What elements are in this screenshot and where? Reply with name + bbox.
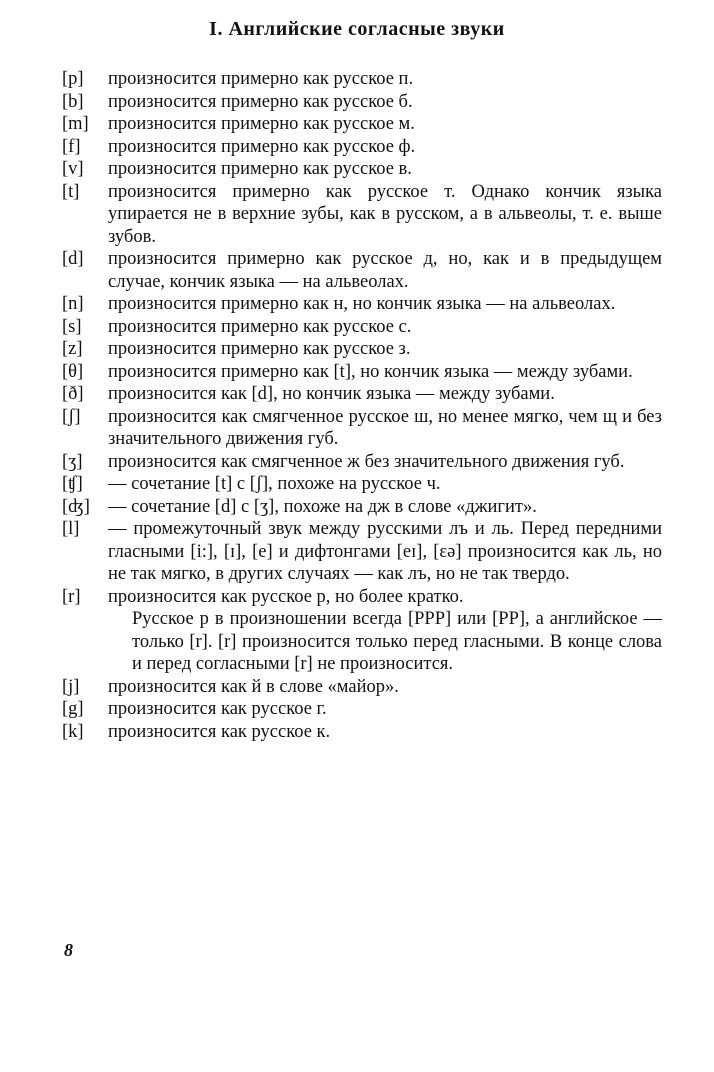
entry-symbol: [j] xyxy=(62,676,80,697)
entry-symbol: [s] xyxy=(62,316,82,337)
entry-text: произносится примерно как русское д, но, как и в предыдущем случае, кончик языка — на альвеолах. xyxy=(108,249,662,292)
entry-text: произносится примерно как русское з. xyxy=(108,339,411,359)
page-title: I. Английские согласные звуки xyxy=(209,18,505,40)
entry-b xyxy=(62,91,662,114)
entry-symbol: [n] xyxy=(62,294,84,314)
entry-text: произносится примерно как русское в. xyxy=(108,159,412,179)
entry-symbol: [ʧ] xyxy=(62,474,83,494)
entry-text: произносится как [d], но кончик языка — между зубами. xyxy=(108,384,555,404)
entry-m xyxy=(62,113,662,136)
entry-text: произносится примерно как н, но кончик языка — на альвеолах. xyxy=(108,294,616,314)
entry-text: произносится как смягченное русское ш, но менее мягко, чем щ и без значительного движения губ. xyxy=(108,406,662,449)
entry-text: произносится как русское г. xyxy=(108,699,327,719)
entry-symbol: [t] xyxy=(62,181,80,202)
entry-text: — сочетание [d] с [ʒ], похоже на дж в слове «джигит». xyxy=(108,496,537,517)
entry-r xyxy=(62,586,662,609)
entry-text: произносится примерно как русское п. xyxy=(108,69,414,89)
entry-s xyxy=(62,316,662,339)
entry-eth xyxy=(62,383,662,406)
entry-symbol: [d] xyxy=(62,249,84,269)
entry-symbol: [f] xyxy=(62,136,81,157)
entry-symbol: [m] xyxy=(62,114,89,134)
entry-symbol: [z] xyxy=(62,339,83,359)
entry-text: произносится примерно как [t], но кончик языка — между зубами. xyxy=(108,361,633,382)
page-number: 8 xyxy=(64,940,73,960)
entry-symbol: [p] xyxy=(62,69,84,89)
entry-symbol: [g] xyxy=(62,699,84,719)
entry-text: произносится как й в слове «майор». xyxy=(108,676,399,697)
entry-symbol: [l] xyxy=(62,519,80,539)
r-note: Русское р в произношении всегда [PPP] или [PP], а английское — только [r]. [r] произносится только перед гласными. В конце слова и перед согласными [r] не произносится. xyxy=(132,609,662,674)
entry-symbol: [ʤ] xyxy=(62,496,90,517)
entry-symbol: [k] xyxy=(62,721,84,742)
entry-f xyxy=(62,136,662,159)
entry-text: произносится как русское к. xyxy=(108,721,331,742)
entry-j xyxy=(62,676,662,699)
consonant-list xyxy=(62,68,662,743)
entry-symbol: [ʃ] xyxy=(62,406,81,427)
entry-ezh xyxy=(62,451,662,474)
entry-tesh xyxy=(62,473,662,496)
entry-v xyxy=(62,158,662,181)
entry-symbol: [b] xyxy=(62,91,84,112)
entry-n xyxy=(62,293,662,316)
entry-text: — сочетание [t] с [ʃ], похоже на русское ч. xyxy=(108,474,441,494)
entry-z xyxy=(62,338,662,361)
entry-symbol: [θ] xyxy=(62,361,84,382)
entry-l xyxy=(62,518,662,586)
entry-d xyxy=(62,248,662,293)
entry-text: произносится примерно как русское м. xyxy=(108,114,415,134)
entry-text: произносится примерно как русское т. Однако кончик языка упирается не в верхние зубы, как в русском, а в альвеолы, т. е. выше зубов. xyxy=(108,181,662,247)
entry-p xyxy=(62,68,662,91)
entry-g xyxy=(62,698,662,721)
entry-t xyxy=(62,181,662,249)
entry-text: произносится примерно как русское б. xyxy=(108,91,413,112)
entry-text: произносится как смягченное ж без значительного движения губ. xyxy=(108,451,625,472)
entry-symbol: [v] xyxy=(62,159,84,179)
entry-text: — промежуточный звук между русскими лъ и ль. Перед передними гласными [i:], [ɪ], [e] и дифтонгами [eɪ], [ɛə] произносится как ль, но не так мягко, в других случаях — как лъ, но не так твердо. xyxy=(108,519,662,584)
entry-symbol: [ð] xyxy=(62,384,84,404)
entry-text: произносится примерно как русское ф. xyxy=(108,136,416,157)
entry-theta xyxy=(62,361,662,384)
entry-k xyxy=(62,721,662,744)
entry-text: произносится примерно как русское с. xyxy=(108,316,412,337)
entry-esh xyxy=(62,406,662,451)
entry-text: произносится как русское р, но более кратко. xyxy=(108,586,464,607)
entry-symbol: [ʒ] xyxy=(62,451,83,472)
entry-symbol: [r] xyxy=(62,586,81,607)
entry-dezh xyxy=(62,496,662,519)
